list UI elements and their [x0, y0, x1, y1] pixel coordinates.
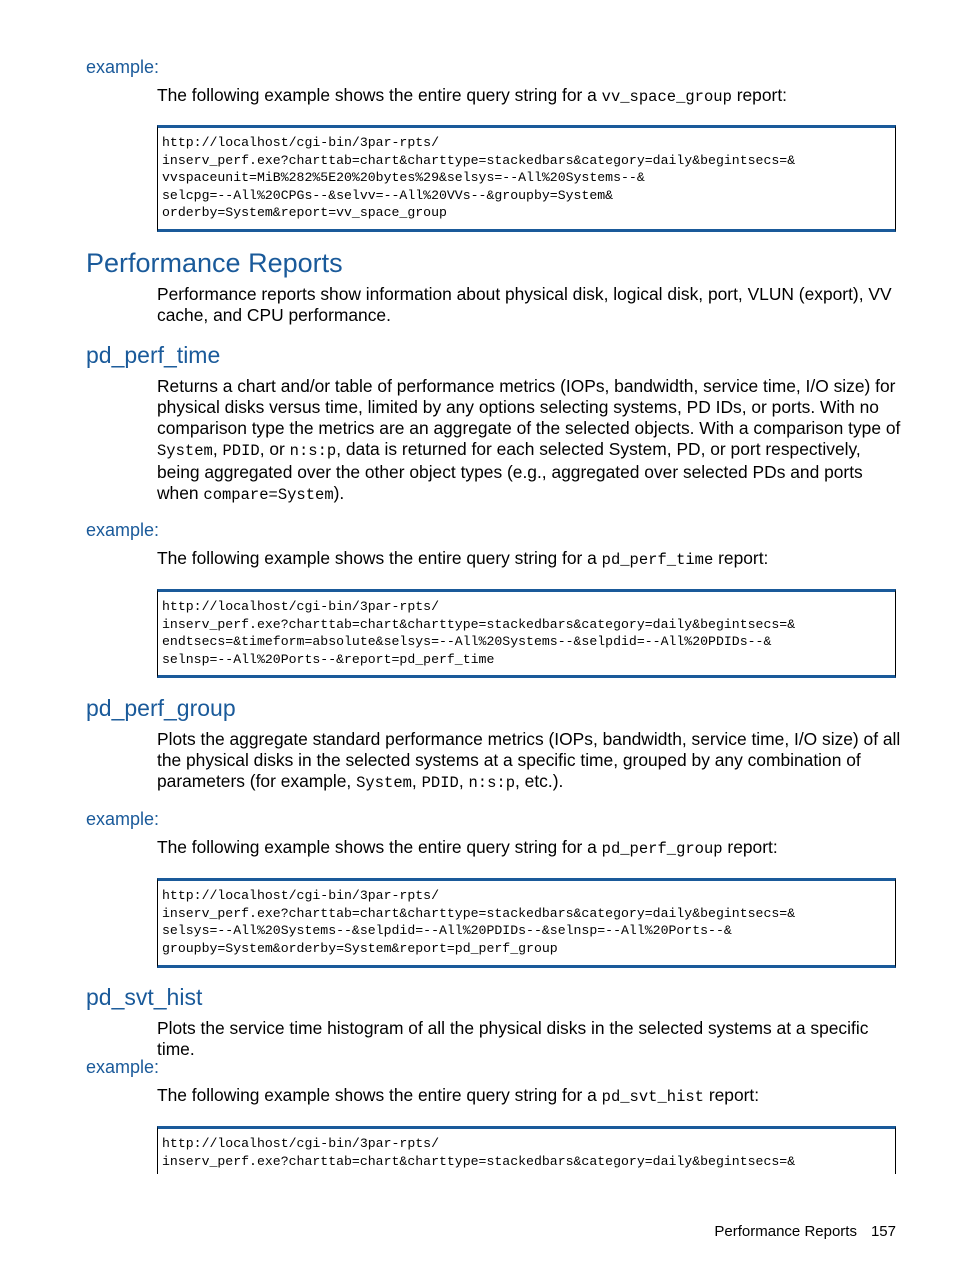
intro-tail: report:: [731, 85, 787, 105]
code-block: [157, 878, 896, 968]
inline-code: n:s:p: [468, 774, 515, 792]
paragraph-text: ,: [458, 771, 469, 791]
code-line: selnsp=--All%20Ports--&report=pd_perf_time: [162, 651, 495, 667]
inline-code: compare=System: [203, 486, 334, 504]
intro-text: The following example shows the entire query string for a: [157, 837, 602, 857]
inline-code: n:s:p: [289, 442, 337, 460]
subsection-heading-pd-svt-hist: pd_svt_hist: [86, 984, 203, 1010]
pd-svt-hist-paragraph: Plots the service time histogram of all the physical disks in the selected systems at a specific time.: [157, 1018, 869, 1059]
code-line: inserv_perf.exe?charttab=chart&charttype=stackedbars&category=daily&begintsecs=&: [162, 152, 796, 168]
code-line: vvspaceunit=MiB%282%5E20%20bytes%29&selsys=--All%20Systems--&: [162, 170, 645, 185]
code-line: selsys=--All%20Systems--&selpdid=--All%20PDIDs--&selnsp=--All%20Ports--&: [162, 923, 732, 938]
code-line: orderby=System&report=vv_space_group: [162, 205, 447, 220]
intro-tail: report:: [713, 548, 769, 568]
footer-section-title: Performance Reports: [714, 1223, 857, 1240]
report-name-code: vv_space_group: [601, 88, 732, 106]
paragraph-text: , etc.).: [515, 771, 564, 791]
performance-reports-paragraph: Performance reports show information about physical disk, logical disk, port, VLUN (export), VV cache, and CPU performance.: [157, 284, 892, 325]
report-name-code: pd_perf_time: [601, 551, 714, 569]
code-block: [157, 125, 896, 232]
intro-tail: report:: [722, 837, 778, 857]
page-footer: [714, 1222, 896, 1242]
section-heading-performance-reports: Performance Reports: [86, 248, 343, 278]
code-line: http://localhost/cgi-bin/3par-rpts/: [162, 1136, 439, 1151]
example-intro: [157, 85, 902, 108]
code-line: http://localhost/cgi-bin/3par-rpts/: [162, 135, 439, 150]
intro-text: The following example shows the entire query string for a: [157, 85, 602, 105]
example-heading: example:: [86, 57, 160, 77]
report-name-code: pd_perf_group: [601, 840, 723, 858]
paragraph-text: , or: [259, 439, 290, 459]
paragraph-text: Plots the aggregate standard performance metrics (IOPs, bandwidth, service time, I/O size) of all the physical disks in the selected systems at a specific time, grouped by any combination of parameters (for example,: [157, 729, 901, 791]
paragraph-text: , data is returned for each selected System, PD, or port respectively, being aggregated over the other object types (e.g., aggregated over selected PDs and ports when: [157, 439, 863, 503]
inline-code: PDID: [421, 774, 459, 792]
code-block: [157, 589, 896, 678]
code-line: http://localhost/cgi-bin/3par-rpts/: [162, 888, 439, 903]
code-line: inserv_perf.exe?charttab=chart&charttype=stackedbars&category=daily&begintsecs=&: [162, 1153, 796, 1169]
inline-code: System: [157, 442, 213, 460]
paragraph-text: ,: [411, 771, 422, 791]
intro-text: The following example shows the entire query string for a: [157, 1085, 602, 1105]
intro-text: The following example shows the entire query string for a: [157, 548, 602, 568]
paragraph-text: ,: [212, 439, 223, 459]
page-number: 157: [870, 1223, 896, 1240]
paragraph-text: Returns a chart and/or table of performance metrics (IOPs, bandwidth, service time, I/O size) for physical disks versus time, limited by any options selecting systems, PD IDs, or ports. With no comparison type the metrics are an aggregate of the selected objects. With a comparison type of: [157, 376, 901, 438]
code-line: http://localhost/cgi-bin/3par-rpts/: [162, 599, 439, 614]
inline-code: System: [356, 774, 412, 792]
subsection-heading-pd-perf-time: pd_perf_time: [86, 342, 221, 368]
code-line: endtsecs=&timeform=absolute&selsys=--All%20Systems--&selpdid=--All%20PDIDs--&: [162, 634, 772, 649]
paragraph-text: ).: [333, 483, 345, 503]
code-line: inserv_perf.exe?charttab=chart&charttype=stackedbars&category=daily&begintsecs=&: [162, 905, 796, 921]
intro-tail: report:: [703, 1085, 760, 1105]
example-intro: [157, 837, 902, 860]
example-heading: example:: [86, 1057, 160, 1077]
pd-perf-group-paragraph: [157, 729, 902, 794]
inline-code: PDID: [222, 442, 260, 460]
code-line: groupby=System&orderby=System&report=pd_perf_group: [162, 940, 558, 956]
example-intro: [157, 1085, 902, 1108]
example-intro: [157, 548, 902, 571]
code-line: inserv_perf.exe?charttab=chart&charttype=stackedbars&category=daily&begintsecs=&: [162, 616, 796, 632]
example-heading: example:: [86, 520, 160, 540]
code-block: [157, 1126, 896, 1174]
example-heading: example:: [86, 809, 160, 829]
subsection-heading-pd-perf-group: pd_perf_group: [86, 695, 236, 721]
report-name-code: pd_svt_hist: [601, 1088, 704, 1106]
code-line: selcpg=--All%20CPGs--&selvv=--All%20VVs--&groupby=System&: [162, 187, 614, 203]
pd-perf-time-paragraph: [157, 376, 902, 506]
